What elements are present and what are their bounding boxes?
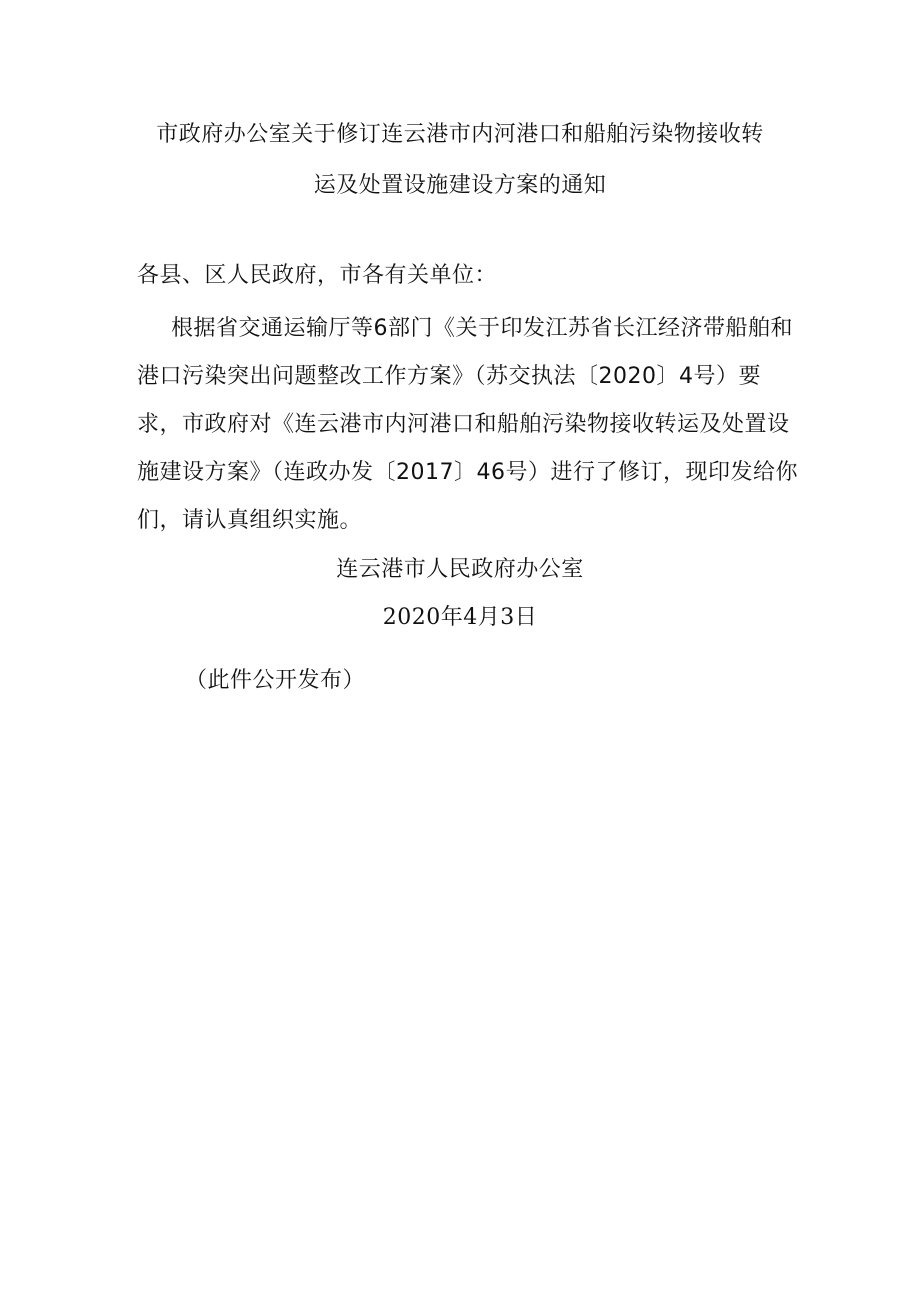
body-line-2: 港口污染突出问题整改工作方案》（苏交执法〔2020〕4号）要 — [137, 364, 761, 389]
issue-date: 2020年4月3日 — [382, 605, 538, 630]
document-title-line-1: 市政府办公室关于修订连云港市内河港口和船舶污染物接收转 — [156, 122, 764, 147]
body-line-4: 施建设方案》（连政办发〔2017〕46号）进行了修订，现印发给你 — [137, 460, 798, 485]
salutation: 各县、区人民政府，市各有关单位： — [137, 263, 498, 288]
document-title-line-2: 运及处置设施建设方案的通知 — [313, 173, 607, 198]
body-line-5: 们，请认真组织实施。 — [137, 508, 363, 533]
publication-note: （此件公开发布） — [185, 668, 366, 693]
body-line-3: 求，市政府对《连云港市内河港口和船舶污染物接收转运及处置设 — [137, 412, 790, 437]
body-line-1: 根据省交通运输厅等6部门《关于印发江苏省长江经济带船舶和 — [171, 316, 793, 341]
issuer-signature: 连云港市人民政府办公室 — [336, 557, 584, 582]
